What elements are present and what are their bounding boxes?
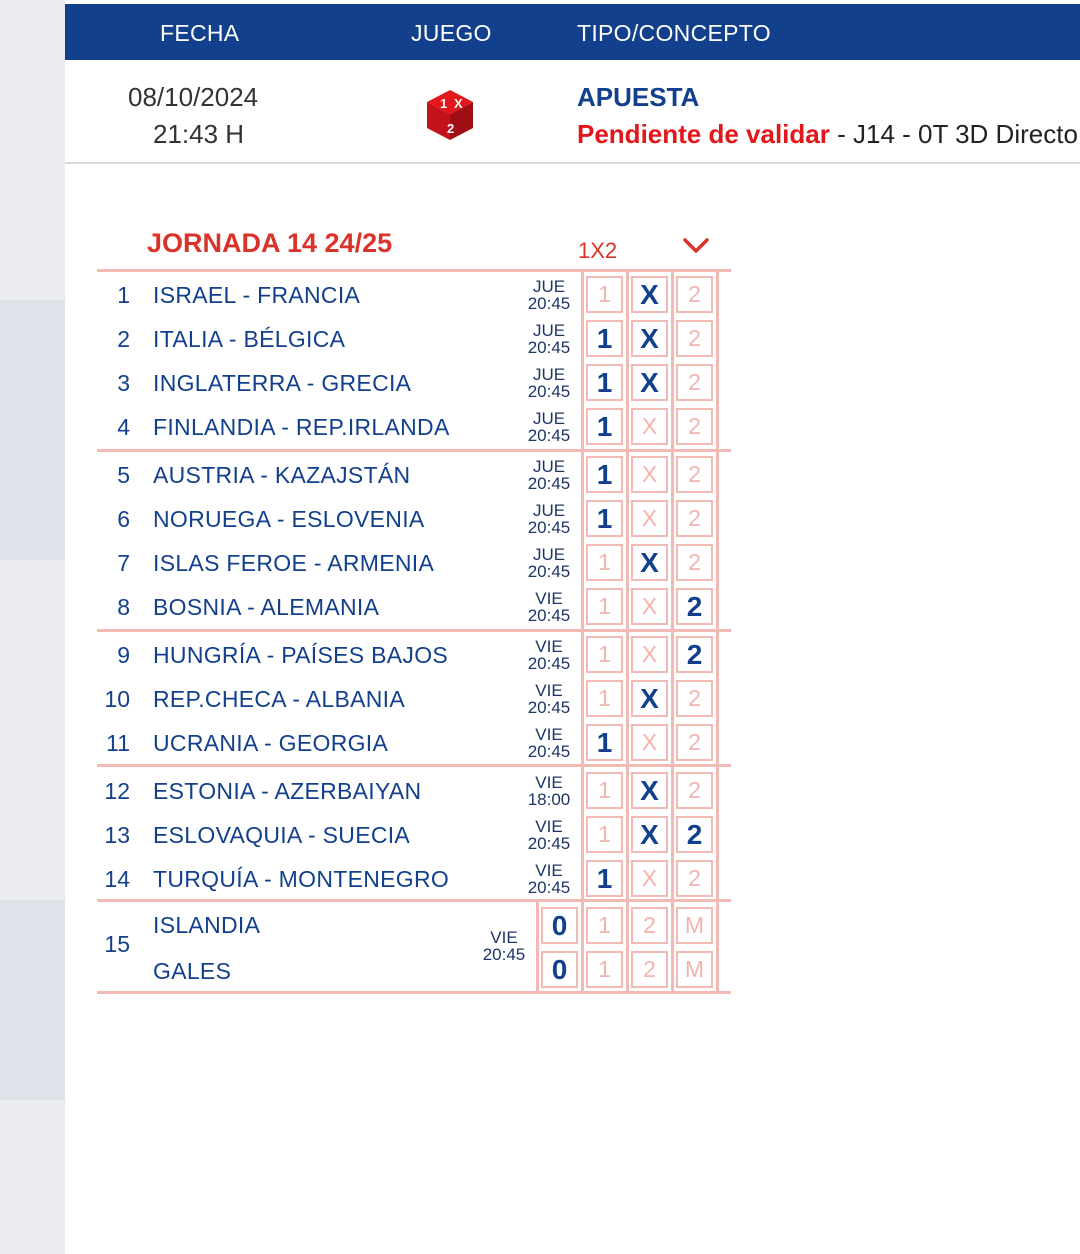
- match-time: 20:45: [527, 518, 571, 537]
- pick-cell-x[interactable]: X: [631, 408, 668, 445]
- pick-cell-1[interactable]: 1: [586, 456, 623, 493]
- grid-separator: [97, 899, 731, 902]
- pick-cell-1[interactable]: 1: [586, 724, 623, 761]
- match-day: VIE: [535, 725, 563, 744]
- pick-cell-2[interactable]: 2: [676, 772, 713, 809]
- match-number: 14: [104, 866, 130, 892]
- pick-cell-2[interactable]: 2: [676, 364, 713, 401]
- pick-cell-1[interactable]: 1: [586, 816, 623, 853]
- pick-cell-x[interactable]: X: [631, 500, 668, 537]
- match-time: 20:45: [527, 382, 571, 401]
- pick-cell-2[interactable]: 2: [676, 544, 713, 581]
- pleno-cell-m[interactable]: M: [676, 951, 713, 988]
- pick-cell-2[interactable]: 2: [676, 816, 713, 853]
- entry-type: APUESTA: [577, 82, 700, 112]
- match-name: ITALIA - BÉLGICA: [153, 326, 346, 352]
- table-header: [65, 4, 1080, 60]
- entry-time: 21:43 H: [153, 119, 245, 149]
- pick-cell-x[interactable]: X: [631, 276, 668, 313]
- status-pending: Pendiente de validar: [577, 119, 830, 149]
- pick-cell-2[interactable]: 2: [676, 500, 713, 537]
- background-shape: [0, 300, 65, 560]
- column-label-1x2: 1X2: [578, 238, 618, 263]
- match-name: REP.CHECA - ALBANIA: [153, 686, 405, 712]
- match-name: BOSNIA - ALEMANIA: [153, 594, 380, 620]
- grid-separator: [97, 269, 731, 272]
- pleno-cell-m[interactable]: M: [676, 907, 713, 944]
- match-day: VIE: [535, 817, 563, 836]
- chevron-down-icon[interactable]: [682, 236, 710, 256]
- match-day: VIE: [490, 928, 518, 947]
- pleno-home-team: ISLANDIA: [153, 912, 261, 938]
- match-name: ISRAEL - FRANCIA: [153, 282, 361, 308]
- match-number: 9: [117, 642, 130, 668]
- pick-cell-2[interactable]: 2: [676, 588, 713, 625]
- match-time: 20:45: [527, 654, 571, 673]
- content-panel: [65, 0, 1080, 1254]
- pleno-cell-2[interactable]: 2: [631, 951, 668, 988]
- match-time: 20:45: [527, 474, 571, 493]
- svg-text:2: 2: [447, 121, 455, 136]
- match-name: HUNGRÍA - PAÍSES BAJOS: [153, 642, 449, 668]
- match-number: 13: [104, 822, 130, 848]
- header-juego: JUEGO: [411, 20, 492, 46]
- pick-cell-2[interactable]: 2: [676, 408, 713, 445]
- match-time: 20:45: [527, 698, 571, 717]
- match-time: 20:45: [527, 878, 571, 897]
- pick-cell-2[interactable]: 2: [676, 276, 713, 313]
- pick-cell-1[interactable]: 1: [586, 544, 623, 581]
- pick-cell-x[interactable]: X: [631, 588, 668, 625]
- pick-cell-x[interactable]: X: [631, 680, 668, 717]
- pleno-cell-1[interactable]: 1: [586, 951, 623, 988]
- svg-text:X: X: [454, 96, 463, 111]
- grid-border: [581, 269, 584, 899]
- match-name: INGLATERRA - GRECIA: [153, 370, 412, 396]
- header-fecha: FECHA: [160, 20, 240, 46]
- match-number: 3: [117, 370, 130, 396]
- grid-border: [671, 899, 674, 994]
- match-name: AUSTRIA - KAZAJSTÁN: [153, 462, 411, 488]
- pick-cell-x[interactable]: X: [631, 724, 668, 761]
- match-time: 20:45: [527, 742, 571, 761]
- pick-cell-1[interactable]: 1: [586, 772, 623, 809]
- pick-cell-x[interactable]: X: [631, 772, 668, 809]
- pleno-cell-1[interactable]: 1: [586, 907, 623, 944]
- match-number: 10: [104, 686, 130, 712]
- quiniela-1x2-dice-icon: [425, 88, 475, 142]
- match-day: JUE: [532, 457, 566, 476]
- match-name: UCRANIA - GEORGIA: [153, 730, 389, 756]
- match-time: 18:00: [527, 790, 571, 809]
- match-name: NORUEGA - ESLOVENIA: [153, 506, 425, 532]
- grid-border: [716, 899, 719, 994]
- grid-separator: [97, 764, 731, 767]
- match-time: 20:45: [527, 338, 571, 357]
- match-name: ISLAS FEROE - ARMENIA: [153, 550, 435, 576]
- grid-separator: [97, 629, 731, 632]
- pick-cell-2[interactable]: 2: [676, 724, 713, 761]
- pick-cell-x[interactable]: X: [631, 636, 668, 673]
- grid-border: [626, 269, 629, 899]
- pick-cell-2[interactable]: 2: [676, 860, 713, 897]
- match-number: 8: [117, 594, 130, 620]
- header-tipo: TIPO/CONCEPTO: [577, 20, 771, 46]
- grid-border: [581, 899, 584, 994]
- pleno-cell-0[interactable]: 0: [541, 907, 578, 944]
- match-number: 6: [117, 506, 130, 532]
- pick-cell-x[interactable]: X: [631, 860, 668, 897]
- match-name: FINLANDIA - REP.IRLANDA: [153, 414, 450, 440]
- pleno-cell-2[interactable]: 2: [631, 907, 668, 944]
- pick-cell-x[interactable]: X: [631, 456, 668, 493]
- match-day: JUE: [532, 321, 566, 340]
- match-time: 20:45: [527, 834, 571, 853]
- pick-cell-x[interactable]: X: [631, 544, 668, 581]
- match-day: VIE: [535, 861, 563, 880]
- match-day: JUE: [532, 365, 566, 384]
- grid-border: [536, 899, 539, 994]
- match-number: 11: [106, 730, 130, 756]
- pick-cell-x[interactable]: X: [631, 320, 668, 357]
- match-day: VIE: [535, 637, 563, 656]
- pick-cell-2[interactable]: 2: [676, 320, 713, 357]
- pick-cell-1[interactable]: 1: [586, 588, 623, 625]
- pleno-cell-0[interactable]: 0: [541, 951, 578, 988]
- match-time: 20:45: [482, 945, 526, 964]
- entry-status: [577, 119, 1078, 150]
- match-time: 20:45: [527, 606, 571, 625]
- pick-cell-1[interactable]: 1: [586, 860, 623, 897]
- pick-cell-1[interactable]: 1: [586, 500, 623, 537]
- pick-cell-1[interactable]: 1: [586, 680, 623, 717]
- match-day: JUE: [532, 277, 566, 296]
- pick-cell-1[interactable]: 1: [586, 276, 623, 313]
- pick-cell-1[interactable]: 1: [586, 408, 623, 445]
- match-name: ESLOVAQUIA - SUECIA: [153, 822, 411, 848]
- match-number: 7: [117, 550, 130, 576]
- pick-cell-x[interactable]: X: [631, 364, 668, 401]
- match-day: VIE: [535, 589, 563, 608]
- pick-cell-2[interactable]: 2: [676, 680, 713, 717]
- grid-separator: [97, 449, 731, 452]
- grid-border: [716, 269, 719, 899]
- match-number: 1: [117, 282, 130, 308]
- pleno-away-team: GALES: [153, 958, 232, 984]
- match-name: TURQUÍA - MONTENEGRO: [153, 866, 450, 892]
- grid-border: [626, 899, 629, 994]
- match-number: 12: [104, 778, 130, 804]
- pick-cell-1[interactable]: 1: [586, 320, 623, 357]
- match-day: VIE: [535, 681, 563, 700]
- match-day: VIE: [535, 773, 563, 792]
- grid-separator: [97, 991, 731, 994]
- row-divider: [65, 162, 1080, 164]
- match-day: JUE: [532, 409, 566, 428]
- pick-cell-1[interactable]: 1: [586, 636, 623, 673]
- svg-text:1: 1: [440, 96, 448, 111]
- match-number: 4: [117, 414, 130, 440]
- match-name: ESTONIA - AZERBAIYAN: [153, 778, 422, 804]
- jornada-title: JORNADA 14 24/25: [147, 228, 393, 258]
- entry-date: 08/10/2024: [128, 82, 259, 112]
- background-shape: [0, 900, 65, 1100]
- pick-cell-2[interactable]: 2: [676, 456, 713, 493]
- match-number: 15: [104, 931, 130, 957]
- match-time: 20:45: [527, 426, 571, 445]
- match-number: 2: [117, 326, 130, 352]
- pick-cell-2[interactable]: 2: [676, 636, 713, 673]
- grid-border: [671, 269, 674, 899]
- entry-concept: - J14 - 0T 3D Directo: [829, 119, 1078, 149]
- match-day: JUE: [532, 545, 566, 564]
- pick-cell-1[interactable]: 1: [586, 364, 623, 401]
- match-number: 5: [117, 462, 130, 488]
- match-time: 20:45: [527, 562, 571, 581]
- match-time: 20:45: [527, 294, 571, 313]
- pick-cell-x[interactable]: X: [631, 816, 668, 853]
- match-day: JUE: [532, 501, 566, 520]
